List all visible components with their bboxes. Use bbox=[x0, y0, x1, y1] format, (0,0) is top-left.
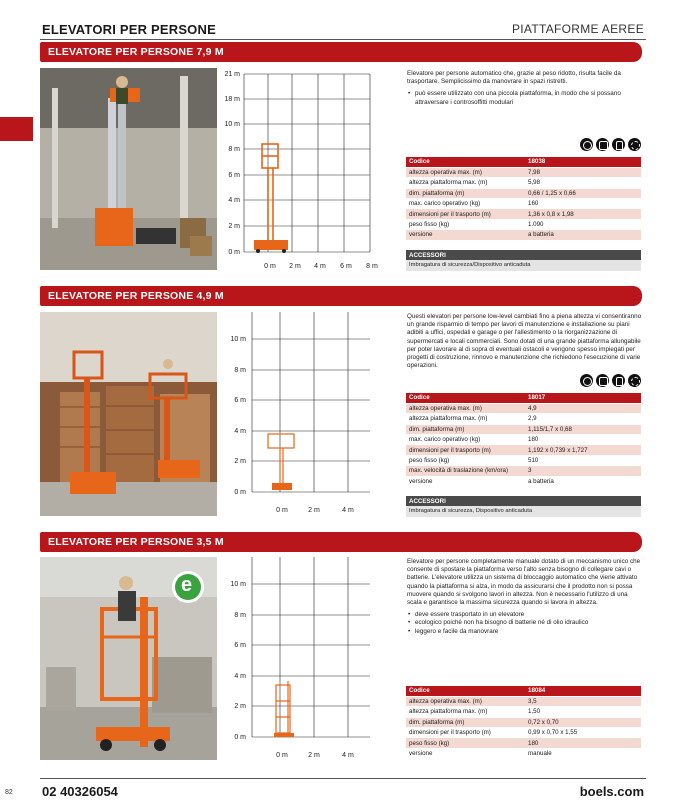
description-3-5m bbox=[407, 558, 643, 636]
y-tick: 10 m bbox=[224, 121, 240, 128]
y-tick: 2 m bbox=[234, 458, 246, 465]
spec-cell: 0,72 x 0,70 bbox=[525, 717, 641, 727]
feature-item: • leggero e facile da manovrare bbox=[407, 628, 643, 636]
x-tick: 2 m bbox=[289, 263, 301, 270]
website-link[interactable]: boels.com bbox=[579, 784, 644, 799]
noise-level-icon bbox=[628, 138, 641, 151]
feature-item: • deve essere trasportato in un elevatore bbox=[407, 611, 643, 619]
spec-row bbox=[406, 199, 641, 209]
spec-cell: 18017 bbox=[525, 393, 641, 403]
spec-cell: 7,98 bbox=[525, 167, 641, 177]
description-text: Elevatore per persone completamente manuale dotato di un meccanismo unico che consente di spostare la piattaforma verso l'alto senza bisogno di collegare cavi o batterie. L'elevatore utilizza un sistema di bloccaggio automatico che viene attivato quando la piattaforma si alza, in modo da assicurarsi che il prodotto non si possa muovere quando si svolgono lavori in altezza. Non è necessario l'utilizzo di una scala e garantisce la massima sicurezza quando si lavora in altezza. bbox=[407, 558, 641, 607]
feature-list bbox=[407, 611, 643, 636]
spec-cell: 3,5 bbox=[525, 696, 641, 706]
machine-outline bbox=[262, 144, 278, 244]
spec-cell: versione bbox=[406, 748, 525, 758]
spec-row bbox=[406, 738, 641, 748]
phone-number: 02 40326054 bbox=[42, 784, 118, 799]
spec-cell: 1,50 bbox=[525, 707, 641, 717]
spec-row bbox=[406, 696, 641, 706]
spec-row bbox=[406, 435, 641, 445]
spec-cell: 1,192 x 0,739 x 1,727 bbox=[525, 445, 641, 455]
indoor-use-icon bbox=[596, 374, 609, 387]
y-tick: 2 m bbox=[228, 223, 240, 230]
spec-cell: Codice bbox=[406, 393, 525, 403]
side-tab-marker bbox=[0, 117, 33, 141]
spec-cell: versione bbox=[406, 476, 525, 486]
spec-cell: 1,36 x 0,8 x 1,98 bbox=[525, 209, 641, 219]
y-tick: 6 m bbox=[228, 172, 240, 179]
description-4-9m bbox=[407, 313, 643, 374]
spec-cell: altezza operativa max. (m) bbox=[406, 167, 525, 177]
spec-row bbox=[406, 403, 641, 413]
section-bar-7-9m bbox=[40, 42, 642, 62]
y-tick: 0 m bbox=[228, 249, 240, 256]
spec-row bbox=[406, 455, 641, 465]
feature-item: • ecologico poiché non ha bisogno di batterie né di olio idraulico bbox=[407, 619, 643, 627]
battery-icon bbox=[580, 374, 593, 387]
spec-row bbox=[406, 230, 641, 240]
spec-cell: peso fisso (kg) bbox=[406, 219, 525, 229]
spec-cell: dim. piattaforma (m) bbox=[406, 424, 525, 434]
spec-table-4-9m bbox=[406, 393, 641, 487]
spec-table-7-9m bbox=[406, 157, 641, 241]
spec-cell: max. velocità di traslazione (km/ora) bbox=[406, 466, 525, 476]
accessories-heading: ACCESSORI bbox=[406, 496, 641, 506]
feature-item: • può essere utilizzato con una piccola piattaforma, in modo che si possano attraversare i controsoffitti modulari bbox=[407, 90, 639, 106]
y-tick: 8 m bbox=[228, 146, 240, 153]
y-tick: 18 m bbox=[224, 96, 240, 103]
spec-cell: manuale bbox=[525, 748, 641, 758]
pictogram-row-7-9m bbox=[580, 138, 641, 151]
spec-cell: altezza piattaforma max. (m) bbox=[406, 178, 525, 188]
x-tick: 4 m bbox=[342, 507, 354, 514]
spec-row bbox=[406, 686, 641, 696]
section-bar-4-9m bbox=[40, 286, 642, 306]
spec-cell: Codice bbox=[406, 686, 525, 696]
spec-cell: 1,115/1,7 x 0,68 bbox=[525, 424, 641, 434]
x-tick: 0 m bbox=[276, 507, 288, 514]
description-7-9m bbox=[407, 70, 639, 107]
x-tick: 4 m bbox=[342, 752, 354, 759]
y-tick: 0 m bbox=[234, 734, 246, 741]
photo-lift-4-9m bbox=[40, 312, 217, 516]
y-tick: 6 m bbox=[234, 397, 246, 404]
y-tick: 21 m bbox=[224, 71, 240, 78]
section-bar-3-5m bbox=[40, 532, 642, 552]
x-tick: 6 m bbox=[340, 263, 352, 270]
x-tick: 4 m bbox=[314, 263, 326, 270]
y-tick: 10 m bbox=[230, 581, 246, 588]
spec-cell: altezza operativa max. (m) bbox=[406, 696, 525, 706]
spec-cell: 5,98 bbox=[525, 178, 641, 188]
x-tick: 0 m bbox=[264, 263, 276, 270]
spec-cell: 180 bbox=[525, 435, 641, 445]
spec-cell: 160 bbox=[525, 199, 641, 209]
description-text: Elevatore per persone automatico che, grazie al peso ridotto, risulta facile da trasportare. Semplicissimo da manovrare in spazi ristretti. bbox=[407, 70, 621, 86]
spec-cell: dimensioni per il trasporto (m) bbox=[406, 209, 525, 219]
spec-cell: Codice bbox=[406, 157, 525, 167]
page-category: PIATTAFORME AEREE bbox=[511, 22, 644, 36]
spec-row bbox=[406, 414, 641, 424]
spec-cell: 0,66 / 1,25 x 0,66 bbox=[525, 188, 641, 198]
spec-cell: dimensioni per il trasporto (m) bbox=[406, 728, 525, 738]
page-number: 82 bbox=[5, 789, 13, 796]
spec-row bbox=[406, 178, 641, 188]
x-tick: 2 m bbox=[308, 507, 320, 514]
spec-row bbox=[406, 748, 641, 758]
noise-level-icon bbox=[628, 374, 641, 387]
page-title: ELEVATORI PER PERSONE bbox=[42, 22, 216, 37]
spec-table-3-5m bbox=[406, 686, 641, 759]
eco-badge-icon: e bbox=[181, 574, 193, 596]
spec-cell: max. carico operativo (kg) bbox=[406, 435, 525, 445]
y-tick: 6 m bbox=[234, 642, 246, 649]
spec-row bbox=[406, 157, 641, 167]
spec-cell: peso fisso (kg) bbox=[406, 738, 525, 748]
y-tick: 4 m bbox=[234, 673, 246, 680]
spec-row bbox=[406, 167, 641, 177]
accessories-list: Imbragatura di sicurezza/Dispositivo anticaduta bbox=[406, 260, 641, 271]
page-header bbox=[40, 18, 646, 40]
spec-cell: a batteria bbox=[525, 476, 641, 486]
feature-list bbox=[407, 90, 639, 106]
spec-cell: versione bbox=[406, 230, 525, 240]
spec-cell: 2,9 bbox=[525, 414, 641, 424]
section-title: ELEVATORE PER PERSONE 3,5 M bbox=[48, 536, 224, 548]
spec-cell: dimensioni per il trasporto (m) bbox=[406, 445, 525, 455]
accessories-list: Imbragatura di sicurezza, Dispositivo anticaduta bbox=[406, 506, 641, 517]
spec-row bbox=[406, 188, 641, 198]
y-tick: 10 m bbox=[230, 336, 246, 343]
indoor-use-icon bbox=[596, 138, 609, 151]
accessories-heading: ACCESSORI bbox=[406, 250, 641, 260]
spec-cell: altezza operativa max. (m) bbox=[406, 403, 525, 413]
y-tick: 0 m bbox=[234, 489, 246, 496]
spec-row bbox=[406, 219, 641, 229]
battery-icon bbox=[580, 138, 593, 151]
x-tick: 2 m bbox=[308, 752, 320, 759]
spec-cell: max. carico operativo (kg) bbox=[406, 199, 525, 209]
spec-cell: altezza piattaforma max. (m) bbox=[406, 414, 525, 424]
spec-row bbox=[406, 393, 641, 403]
reach-chart-3-5m bbox=[220, 557, 400, 767]
y-tick: 4 m bbox=[228, 197, 240, 204]
spec-cell: dim. piattaforma (m) bbox=[406, 188, 525, 198]
x-tick: 8 m bbox=[366, 263, 378, 270]
spec-cell: 18084 bbox=[525, 686, 641, 696]
section-title: ELEVATORE PER PERSONE 7,9 M bbox=[48, 46, 224, 58]
photo-lift-3-5m bbox=[40, 557, 217, 760]
spec-cell: 1.090 bbox=[525, 219, 641, 229]
reach-chart-7-9m bbox=[220, 68, 400, 278]
spec-cell: 4,9 bbox=[525, 403, 641, 413]
y-tick: 4 m bbox=[234, 428, 246, 435]
machine-outline bbox=[268, 434, 294, 484]
spec-row bbox=[406, 424, 641, 434]
footer-rule bbox=[40, 778, 646, 779]
reach-chart-4-9m bbox=[220, 312, 400, 522]
description-text: Questi elevatori per persone low-level cambiati fino a piena altezza vi consentiranno un grande risparmio di tempo per lavori di manutenzione e installazione su piani adibiti a uffici, ospedali e garage o per l'allestimento o la riorganizzazione di supermercati e locali commerciali. Sono dotati di una grande piattaforma allungabile per poter lavorare al di sopra di eventuali ostacoli e vengono spesso impiegati per progetti di costruzione, rinnovo e manutenzione che richiedono l'esecuzione di varie operazioni. bbox=[407, 313, 642, 370]
section-title: ELEVATORE PER PERSONE 4,9 M bbox=[48, 290, 224, 302]
spec-cell: 510 bbox=[525, 455, 641, 465]
spec-cell: 18038 bbox=[525, 157, 641, 167]
pictogram-row-4-9m bbox=[580, 374, 641, 387]
spec-cell: dim. piattaforma (m) bbox=[406, 717, 525, 727]
spec-cell: 3 bbox=[525, 466, 641, 476]
y-tick: 2 m bbox=[234, 703, 246, 710]
y-tick: 8 m bbox=[234, 367, 246, 374]
spec-cell: peso fisso (kg) bbox=[406, 455, 525, 465]
photo-lift-7-9m bbox=[40, 68, 217, 270]
spec-cell: 180 bbox=[525, 738, 641, 748]
spec-row bbox=[406, 466, 641, 476]
spec-cell: a batteria bbox=[525, 230, 641, 240]
spec-cell: 0,99 x 0,70 x 1,55 bbox=[525, 728, 641, 738]
safety-harness-icon bbox=[612, 374, 625, 387]
spec-row bbox=[406, 445, 641, 455]
spec-cell: altezza piattaforma max. (m) bbox=[406, 707, 525, 717]
spec-row bbox=[406, 707, 641, 717]
spec-row bbox=[406, 728, 641, 738]
y-tick: 8 m bbox=[234, 612, 246, 619]
machine-outline bbox=[276, 681, 290, 735]
spec-row bbox=[406, 209, 641, 219]
spec-row bbox=[406, 717, 641, 727]
safety-harness-icon bbox=[612, 138, 625, 151]
spec-row bbox=[406, 476, 641, 486]
x-tick: 0 m bbox=[276, 752, 288, 759]
